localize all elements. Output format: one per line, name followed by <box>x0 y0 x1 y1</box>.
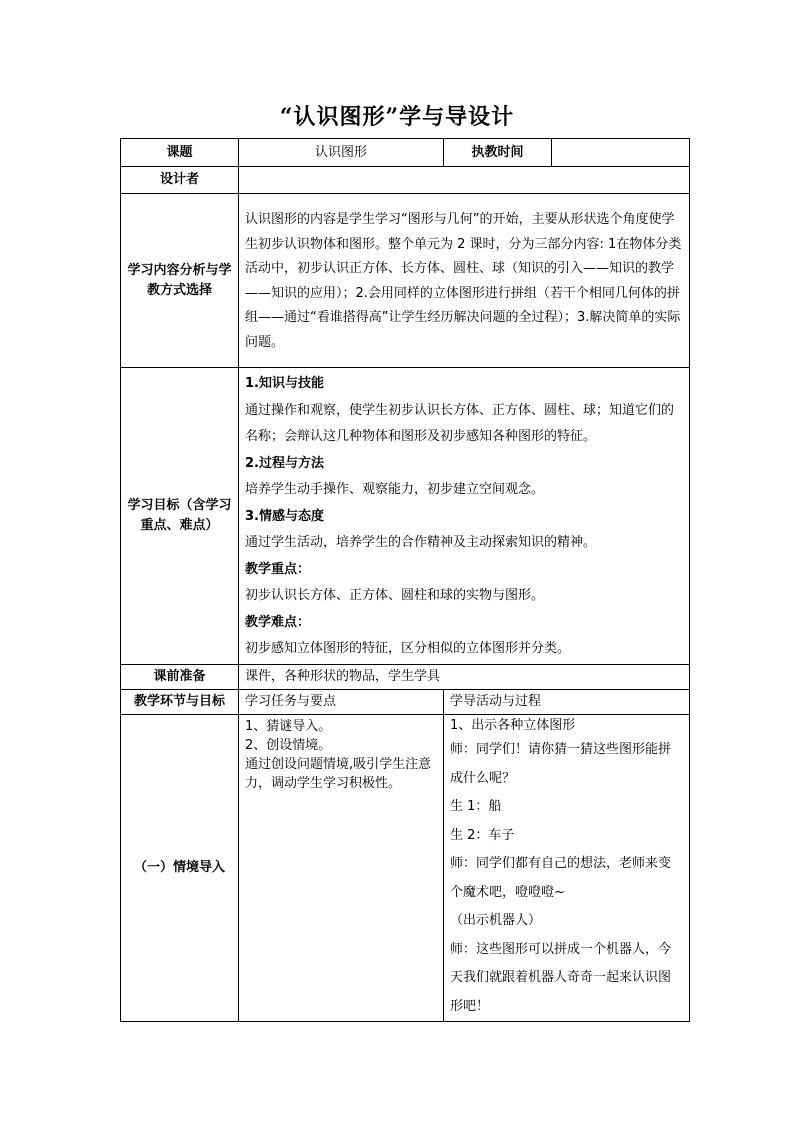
header-stage: 教学环节与目标 <box>121 690 239 715</box>
activity-line: 生 2：车子 <box>450 827 515 843</box>
task-line: 2、创设情境。 <box>245 738 332 753</box>
activity-line: 生 1：船 <box>450 799 502 814</box>
activity-line: （出示机器人） <box>450 913 542 928</box>
table-row <box>121 690 690 715</box>
goal-heading-attitude: 3.情感与态度 <box>245 508 324 524</box>
table-row <box>121 167 690 194</box>
goals-label: 学习目标（含学习重点、难点） <box>121 368 239 665</box>
document-title: “认识图形”学与导设计 <box>279 104 515 130</box>
stage1-label: （一）情境导入 <box>121 715 239 1022</box>
activity-line: 师：同学们都有自己的想法，老师来变个魔术吧，噔噔噔~ <box>450 856 672 900</box>
difficulty-heading: 教学难点： <box>245 614 311 630</box>
table-row <box>121 665 690 690</box>
prep-text: 课件，各种形状的物品，学生学具 <box>239 665 690 690</box>
activity-line: 1、出示各种立体图形 <box>450 718 576 733</box>
analysis-label: 学习内容分析与学教方式选择 <box>121 194 239 368</box>
activity-line: 师：同学们！请你猜一猜这些图形能拼成什么呢？ <box>450 742 672 786</box>
stage1-activities <box>444 715 690 1022</box>
task-line: 通过创设问题情境,吸引学生注意力，调动学生学习积极性。 <box>245 757 432 791</box>
table-row <box>121 368 690 665</box>
table-row <box>121 194 690 368</box>
goal-heading-process: 2.过程与方法 <box>245 455 324 471</box>
key-point-text: 初步认识长方体、正方体、圆柱和球的实物与图形。 <box>245 588 545 604</box>
task-line: 1、猜谜导入。 <box>245 719 332 734</box>
goal-text-knowledge: 通过操作和观察，使学生初步认识长方体、正方体、圆柱、球；知道它们的名称；会辩认这几种物体和图形及初步感知各种图形的特征。 <box>245 402 675 445</box>
goal-heading-knowledge: 1.知识与技能 <box>245 376 324 392</box>
activity-line: 师：这些图形可以拼成一个机器人，今天我们就跟着机器人奇奇一起来认识图形吧！ <box>450 941 672 1014</box>
teaching-time-label: 执教时间 <box>444 139 552 167</box>
prep-label: 课前准备 <box>121 665 239 690</box>
analysis-text: 认识图形的内容是学生学习“图形与几何”的开始，主要从形状选个角度使学生初步认识物体和图形。整个单元为 2 课时，分为三部分内容: 1在物体分类活动中，初步认识正方体、长方体、圆柱、球（知识的引入——知识的教学——知识的应用）；2.会用同样的立体图形进行拼组（若干个相同几何体的拼组——通过“看谁搭得高”让学生经历解决问题的全过程）；3.解决简单的实际问题。 <box>239 194 690 368</box>
difficulty-text: 初步感知立体图形的特征，区分相似的立体图形并分类。 <box>245 641 571 657</box>
key-point-heading: 教学重点： <box>245 561 311 577</box>
topic-label: 课题 <box>121 139 239 167</box>
goal-text-attitude: 通过学生活动，培养学生的合作精神及主动探索知识的精神。 <box>245 535 597 551</box>
table-row <box>121 715 690 1022</box>
teaching-time-value <box>552 139 690 167</box>
lesson-plan-table <box>120 138 690 1022</box>
stage1-tasks <box>239 715 444 1022</box>
topic-value: 认识图形 <box>239 139 444 167</box>
table-row <box>121 139 690 167</box>
designer-value <box>239 167 690 194</box>
header-tasks: 学习任务与要点 <box>239 690 444 715</box>
designer-label: 设计者 <box>121 167 239 194</box>
header-activities: 学导活动与过程 <box>444 690 690 715</box>
goal-text-process: 培养学生动手操作、观察能力，初步建立空间观念。 <box>245 482 545 498</box>
goals-content <box>239 368 690 665</box>
